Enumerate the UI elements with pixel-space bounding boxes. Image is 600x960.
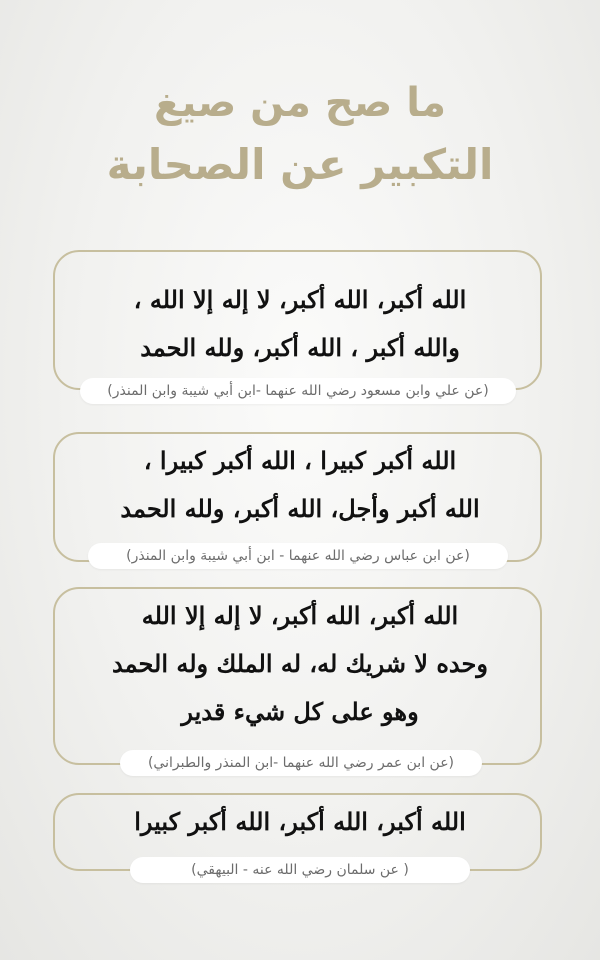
takbir-text-4 xyxy=(0,798,600,846)
takbir-text-3-line-1: الله أكبر، الله أكبر، لا إله إلا الله xyxy=(141,601,459,630)
takbir-text-2-line-2: الله أكبر وأجل، الله أكبر، ولله الحمد xyxy=(120,494,480,523)
title-line-1: ما صح من صيغ xyxy=(153,80,447,126)
source-badge-2: (عن ابن عباس رضي الله عنهما - ابن أبي شيبة وابن المنذر) xyxy=(88,543,508,569)
takbir-text-3 xyxy=(0,592,600,736)
source-badge-3: (عن ابن عمر رضي الله عنهما -ابن المنذر والطبراني) xyxy=(120,750,482,776)
takbir-text-2-line-1: الله أكبر كبيرا ، الله أكبر كبيرا ، xyxy=(143,446,457,475)
source-badge-4: ( عن سلمان رضي الله عنه - البيهقي) xyxy=(130,857,470,883)
source-badge-1: (عن علي وابن مسعود رضي الله عنهما -ابن أبي شيبة وابن المنذر) xyxy=(80,378,516,404)
takbir-text-1 xyxy=(0,276,600,372)
takbir-text-4-line-1: الله أكبر، الله أكبر، الله أكبر كبيرا xyxy=(134,807,466,836)
takbir-text-3-line-3: وهو على كل شيء قدير xyxy=(181,697,419,726)
title-line-2: التكبير عن الصحابة xyxy=(106,140,494,189)
takbir-text-1-line-1: الله أكبر، الله أكبر، لا إله إلا الله ، xyxy=(133,285,467,314)
takbir-text-2 xyxy=(0,437,600,533)
takbir-text-1-line-2: والله أكبر ، الله أكبر، ولله الحمد xyxy=(140,333,460,362)
takbir-text-3-line-2: وحده لا شريك له، له الملك وله الحمد xyxy=(112,649,488,678)
